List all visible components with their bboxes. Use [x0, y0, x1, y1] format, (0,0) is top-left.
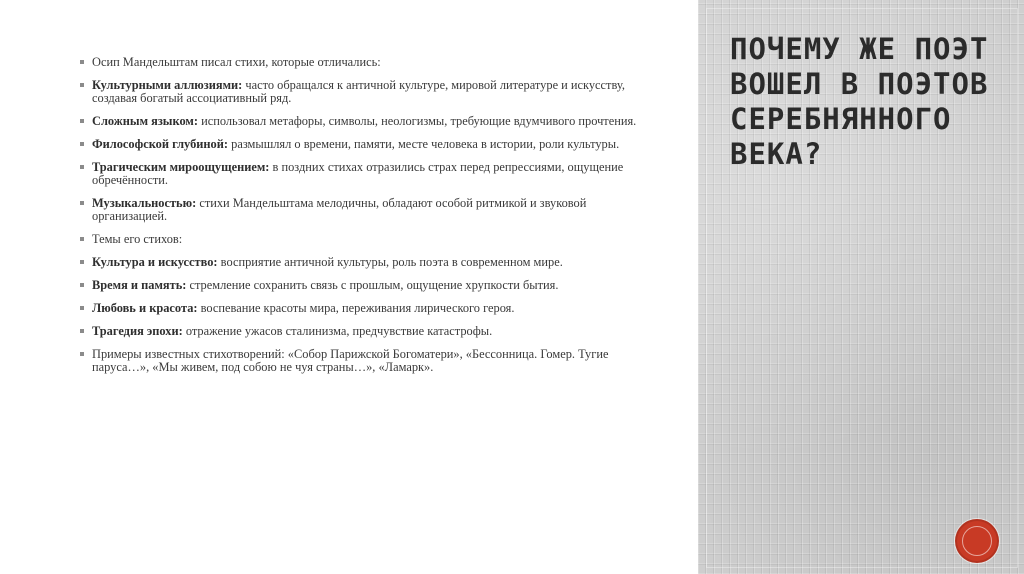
bullet-text: воспевание красоты мира, переживания лирического героя.: [197, 301, 515, 315]
bullet-term: Трагедия эпохи:: [92, 324, 183, 338]
slide-body: [80, 56, 640, 384]
bullet-item: [80, 302, 640, 315]
bullet-text: использовал метафоры, символы, неологизмы, требующие вдумчивого прочтения.: [197, 114, 637, 128]
bullet-text: стремление сохранить связь с прошлым, ощущение хрупкости бытия.: [186, 278, 559, 292]
bullet-text: отражение ужасов сталинизма, предчувствие катастрофы.: [182, 324, 493, 338]
bullet-text: размышлял о времени, памяти, месте человека в истории, роли культуры.: [228, 137, 620, 151]
slide-badge-icon: [957, 521, 997, 561]
bullet-item: [80, 161, 640, 187]
bullet-text: восприятие античной культуры, роль поэта в современном мире.: [217, 255, 563, 269]
bullet-term: Философской глубиной:: [92, 137, 229, 151]
bullet-text: Осип Мандельштам писал стихи, которые отличались:: [92, 55, 381, 69]
bullet-term: Музыкальностью:: [92, 196, 197, 210]
bullet-text: часто обращался к античной культуре, мировой литературе и искусству, создавая богатый ассоциативный ряд.: [92, 78, 625, 105]
bullet-list: [80, 56, 640, 374]
bullet-item: [80, 115, 640, 128]
bullet-item: [80, 256, 640, 269]
bullet-text: в поздних стихах отразились страх перед репрессиями, ощущение обречённости.: [92, 160, 624, 187]
bullet-text: Примеры известных стихотворений: «Собор Парижской Богоматери», «Бессонница. Гомер. Тугие паруса…», «Мы живем, под собою не чуя страны…», «Ламарк».: [92, 347, 609, 374]
bullet-term: Трагическим мироощущением:: [92, 160, 270, 174]
bullet-term: Культура и искусство:: [92, 255, 218, 269]
slide-title: ПОЧЕМУ ЖЕ ПОЭТ ВОШЕЛ В ПОЭТОВ СЕРЕБНЯННОГО ВЕКА?: [730, 32, 989, 171]
bullet-text: стихи Мандельштама мелодичны, обладают особой ритмикой и звуковой организацией.: [92, 196, 587, 223]
bullet-item: [80, 138, 640, 151]
bullet-text: Темы его стихов:: [92, 232, 183, 246]
bullet-term: Любовь и красота:: [92, 301, 198, 315]
bullet-term: Сложным языком:: [92, 114, 198, 128]
bullet-term: Культурными аллюзиями:: [92, 78, 243, 92]
bullet-item: [80, 279, 640, 292]
bullet-term: Время и память:: [92, 278, 187, 292]
bullet-item: [80, 56, 640, 69]
bullet-item: [80, 197, 640, 223]
bullet-item: [80, 325, 640, 338]
bullet-item: [80, 233, 640, 246]
bullet-item: [80, 79, 640, 105]
bullet-item: [80, 348, 640, 374]
